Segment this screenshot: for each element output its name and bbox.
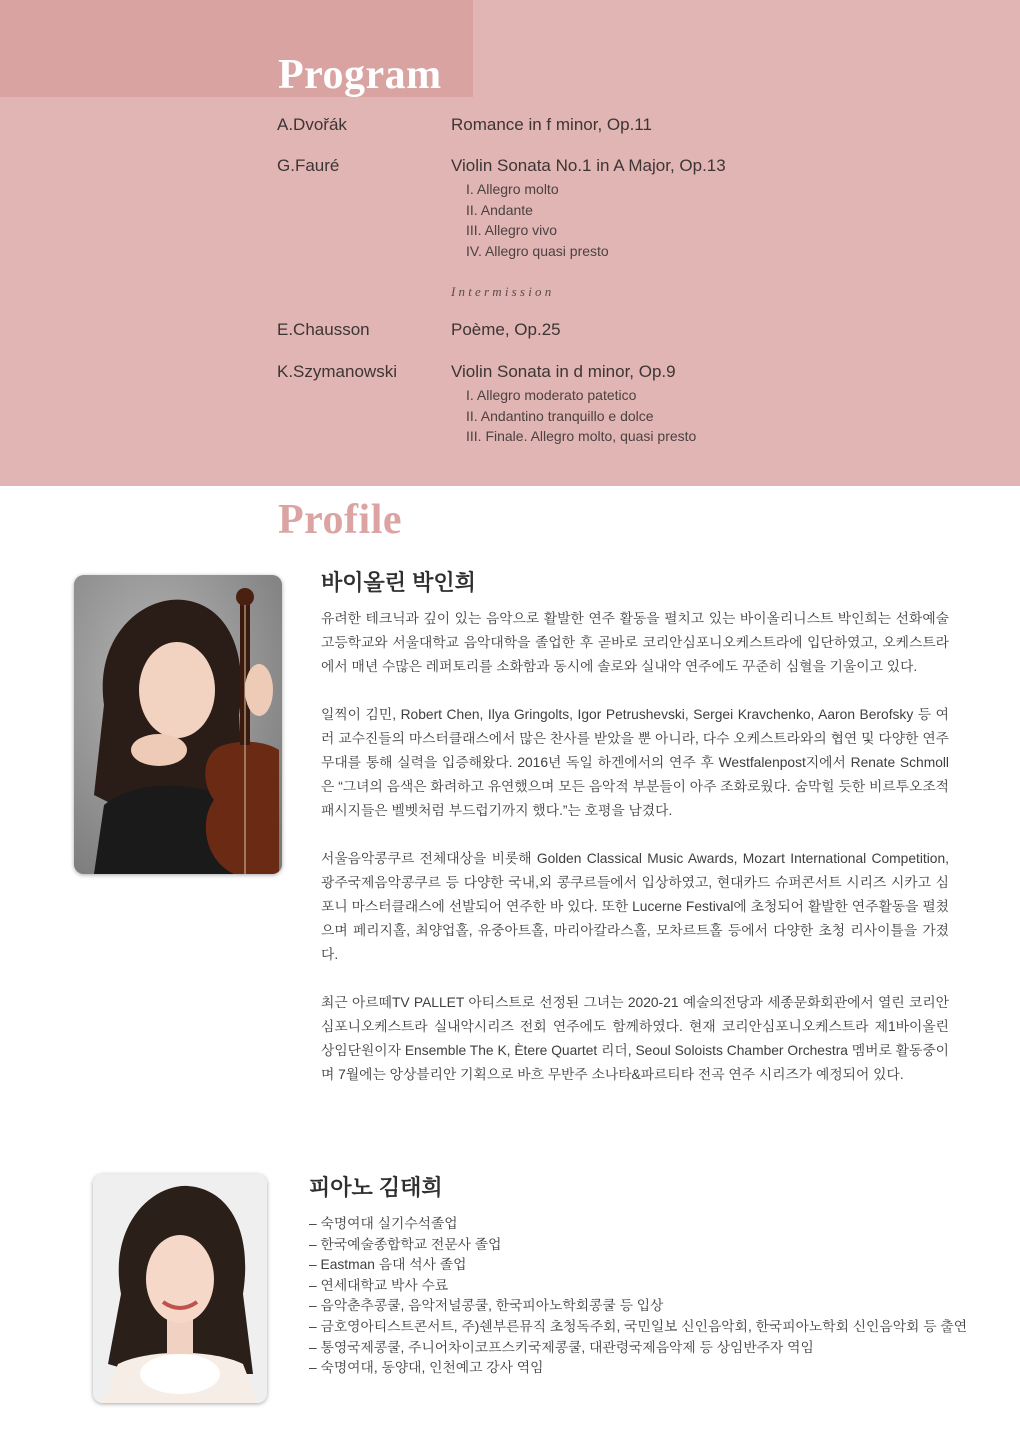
bio-paragraph: 최근 아르떼TV PALLET 아티스트로 선정된 그녀는 2020-21 예술의전당과 세종문화회관에서 열린 코리안심포니오케스트라 실내악시리즈 전회 연주에도 함께하였다. 현재 코리안심포니오케스트라 제1바이올린 상임단원이자 Ensemble The K, Ètere Quartet 리더, Seoul Soloists Chamber Orchestra 멤버로 활동중이며 7월에는 앙상블리안 기획으로 바흐 무반주 소나타&파르티타 전곡 연주 시리즈가 예정되어 있다.	[321, 995, 949, 1082]
violinist-name: 바이올린 박인희	[321, 570, 476, 595]
profile-title: Profile	[278, 497, 403, 543]
cv-item: – 한국예술종합학교 전문사 졸업	[309, 1235, 967, 1256]
pianist-cv-list	[309, 1214, 967, 1379]
movement: I. Allegro molto	[466, 181, 559, 197]
bio-paragraph: 서울음악콩쿠르 전체대상을 비롯해 Golden Classical Music Awards, Mozart International Competition, 광주국제음악콩쿠르 등 다양한 국내,외 콩쿠르들에서 입상하였고, 현대카드 슈퍼콘서트 시리즈 시카고 심포니 마스터클래스에 선발되어 연주한 바 있다. 또한 Lucerne Festival에 초청되어 활발한 연주활동을 펼쳤으며 페리지홀, 최양업홀, 유중아트홀, 마리아칼라스홀, 모차르트홀 등에서 다양한 초청 리사이틀을 가졌다.	[321, 851, 949, 962]
pianist-name: 피아노 김태희	[309, 1175, 443, 1200]
violinist-portrait-illustration	[74, 575, 282, 874]
movement: III. Allegro vivo	[466, 222, 558, 239]
movement: II. Andante	[466, 201, 533, 218]
cv-item: – 통영국제콩쿨, 주니어차이코프스키국제콩쿨, 대관령국제음악제 등 상임반주자 역임	[309, 1338, 967, 1359]
cv-item: – 음악춘추콩쿨, 음악저널콩쿨, 한국피아노학회콩쿨 등 입상	[309, 1296, 967, 1317]
violinist-photo	[74, 575, 282, 874]
cv-item: – 숙명여대 실기수석졸업	[309, 1214, 967, 1235]
movement: IV. Allegro quasi presto	[466, 242, 609, 259]
program-title: Program	[278, 52, 442, 98]
cv-item: – 연세대학교 박사 수료	[309, 1276, 967, 1297]
composer: K.Szymanowski	[277, 362, 397, 381]
movement: I. Allegro moderato patetico	[466, 387, 637, 403]
pianist-portrait-illustration	[93, 1174, 267, 1403]
work-title: Violin Sonata in d minor, Op.9	[451, 362, 676, 381]
cv-item: – Eastman 음대 석사 졸업	[309, 1255, 967, 1276]
movement-list	[466, 179, 609, 261]
composer: G.Fauré	[277, 156, 340, 175]
bio-paragraph: 일찍이 김민, Robert Chen, Ilya Gringolts, Igor Petrushevski, Sergei Kravchenko, Aaron Berofsky 등 여러 교수진들의 마스터클래스에서 많은 찬사를 받았을 뿐 아니라, 다수 오케스트라와의 협연 및 다양한 연주무대를 통해 실력을 입증해왔다. 2016년 독일 하겐에서의 연주 후 Westfalenpost지에서 Renate Schmoll은 “그녀의 음색은 화려하고 유연했으며 모든 음악적 부분들이 아주 조화로웠다. 숨막힐 듯한 비르투오조적 패시지들은 벨벳처럼 부드럽기까지 했다.”는 호평을 남겼다.	[321, 707, 949, 818]
movement: III. Finale. Allegro molto, quasi presto	[466, 428, 697, 445]
pianist-photo	[93, 1174, 267, 1403]
cv-item: – 숙명여대, 동양대, 인천예고 강사 역임	[309, 1358, 967, 1379]
bio-paragraph: 유려한 테크닉과 깊이 있는 음악으로 활발한 연주 활동을 펼치고 있는 바이올리니스트 박인희는 선화예술고등학교와 서울대학교 음악대학을 졸업한 후 곧바로 코리안심포니오케스트라에 입단하였고, 오케스트라에서 매년 수많은 레퍼토리를 소화함과 동시에 솔로와 실내악 연주에도 꾸준히 심혈을 기울이고 있다.	[321, 611, 949, 674]
work-title: Violin Sonata No.1 in A Major, Op.13	[451, 156, 726, 175]
movement-list	[466, 385, 696, 447]
work-title: Poème, Op.25	[451, 320, 561, 339]
violinist-bio	[321, 607, 949, 1111]
movement: II. Andantino tranquillo e dolce	[466, 407, 654, 424]
composer: E.Chausson	[277, 320, 370, 339]
intermission-label: Intermission	[451, 284, 555, 299]
cv-item: – 금호영아티스트콘서트, 주)쉔부른뮤직 초청독주회, 국민일보 신인음악회, 한국피아노학회 신인음악회 등 출연	[309, 1317, 967, 1338]
work-title: Romance in f minor, Op.11	[451, 115, 652, 134]
composer: A.Dvořák	[277, 115, 347, 134]
